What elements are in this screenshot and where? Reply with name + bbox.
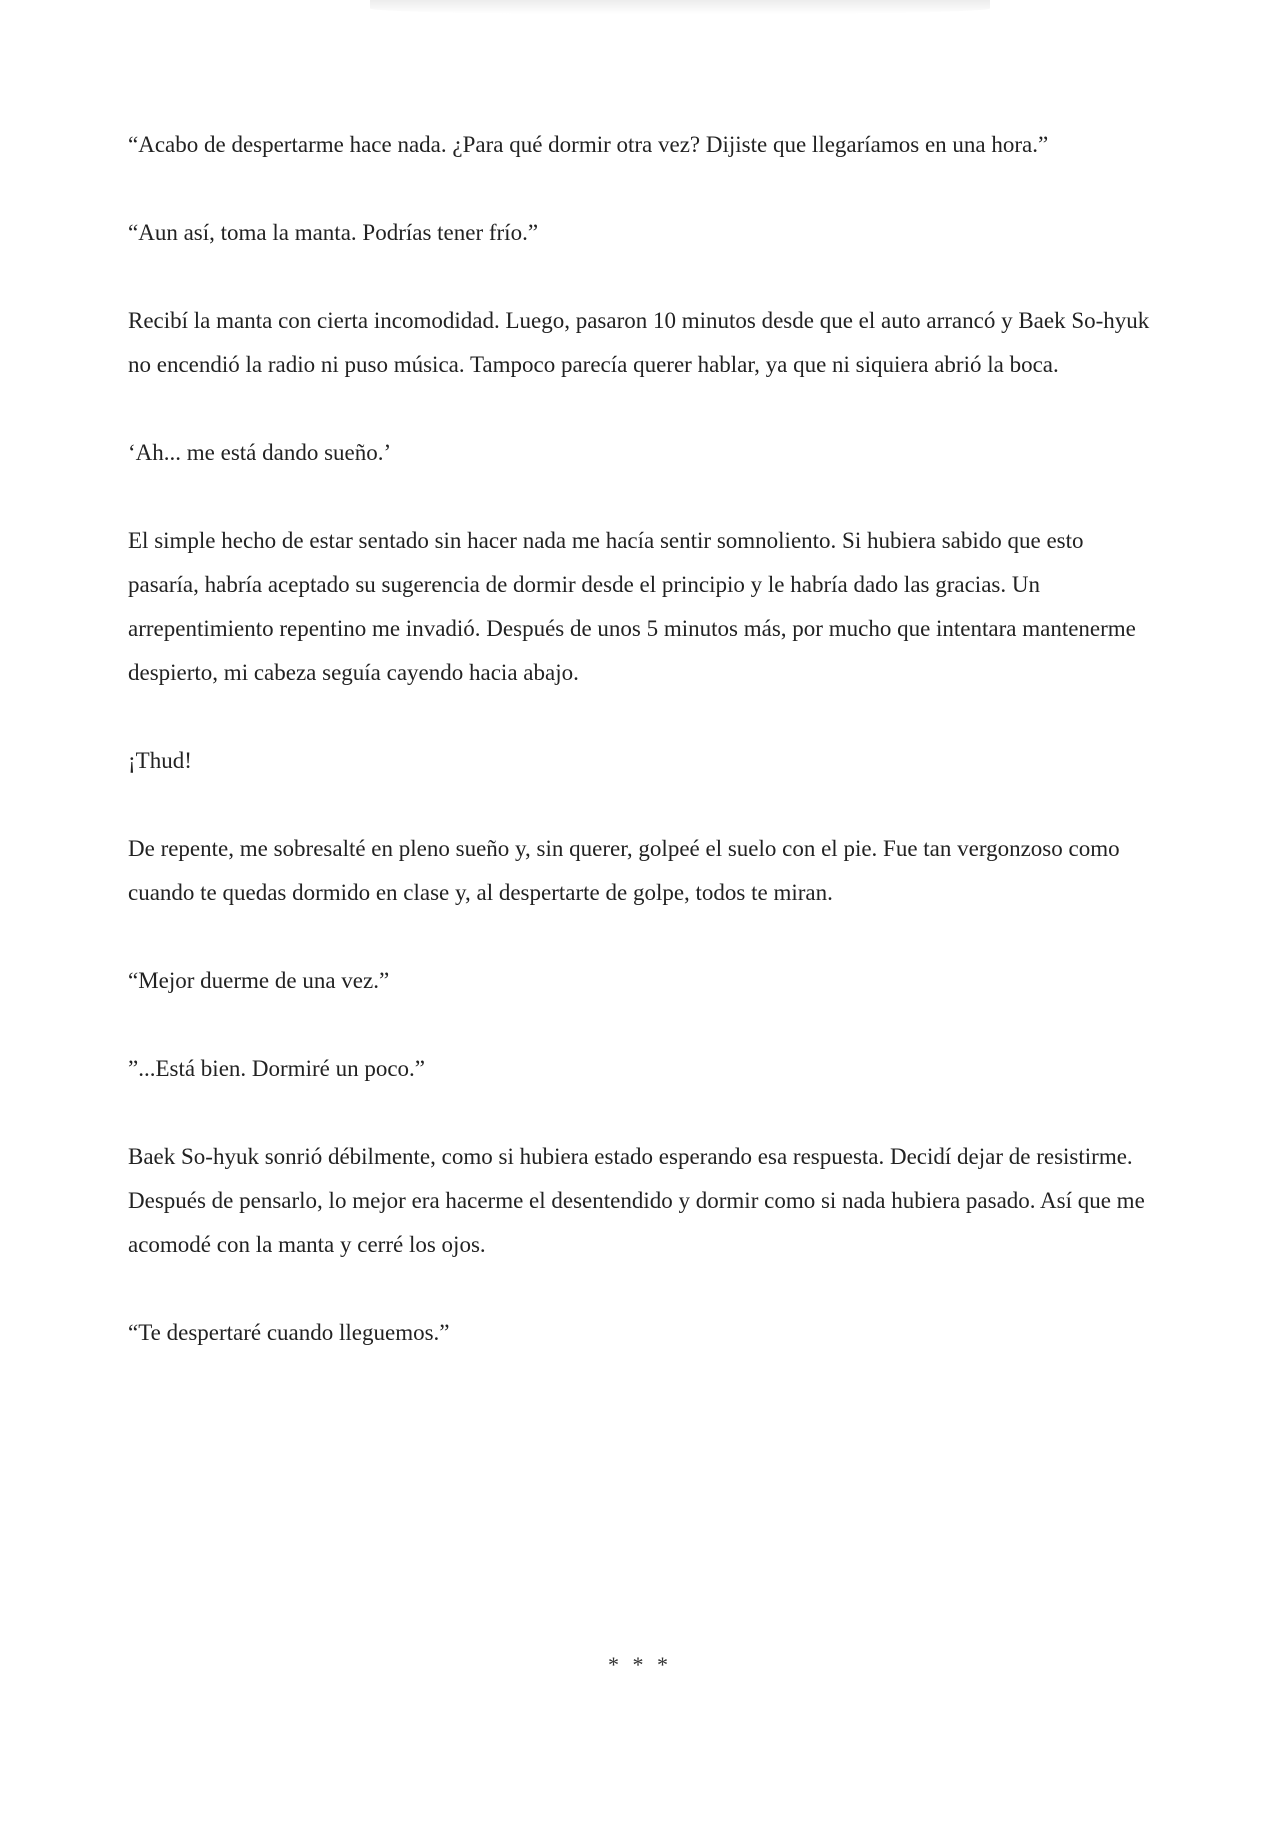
chapter-text [128,123,1158,1399]
paragraph: “Te despertaré cuando lleguemos.” [128,1320,450,1345]
paragraph: De repente, me sobresalté en pleno sueño y, sin querer, golpeé el suelo con el pie. Fue tan vergonzoso como cuando te quedas dormido en clase y, al despertarte de golpe, todos te miran. [128,836,1120,905]
top-bar-shadow [370,0,990,14]
paragraph: “Aun así, toma la manta. Podrías tener frío.” [128,220,539,245]
paragraph: Baek So-hyuk sonrió débilmente, como si hubiera estado esperando esa respuesta. Decidí dejar de resistirme. Después de pensarlo, lo mejor era hacerme el desentendido y dormir como si nada hubiera pasado. Así que me acomodé con la manta y cerré los ojos. [128,1144,1145,1257]
paragraph: “Mejor duerme de una vez.” [128,968,390,993]
paragraph: Recibí la manta con cierta incomodidad. Luego, pasaron 10 minutos desde que el auto arrancó y Baek So-hyuk no encendió la radio ni puso música. Tampoco parecía querer hablar, ya que ni siquiera abrió la boca. [128,308,1150,377]
paragraph: ”...Está bien. Dormiré un poco.” [128,1056,425,1081]
paragraph: “Acabo de despertarme hace nada. ¿Para qué dormir otra vez? Dijiste que llegaríamos en una hora.” [128,132,1049,157]
paragraph: ‘Ah... me está dando sueño.’ [128,440,392,465]
paragraph: El simple hecho de estar sentado sin hacer nada me hacía sentir somnoliento. Si hubiera sabido que esto pasaría, habría aceptado su sugerencia de dormir desde el principio y le habría dado las gracias. Un arrepentimiento repentino me invadió. Después de unos 5 minutos más, por mucho que intentara mantenerme despierto, mi cabeza seguía cayendo hacia abajo. [128,528,1136,685]
scene-separator: * * * [608,1652,672,1677]
paragraph: ¡Thud! [128,748,192,773]
